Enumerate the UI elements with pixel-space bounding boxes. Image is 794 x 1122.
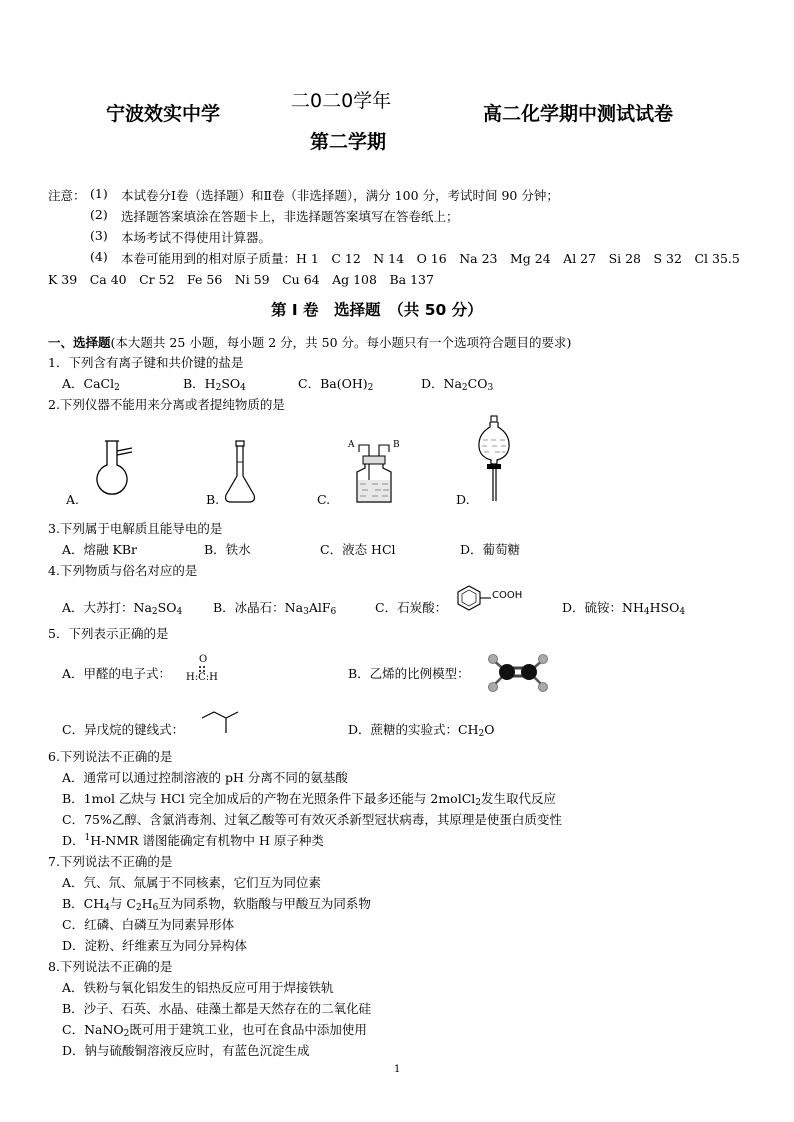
q7-option-c: C．红磷、白磷互为同素异形体 bbox=[62, 917, 235, 932]
separatory-funnel-icon bbox=[474, 414, 514, 504]
part-heading bbox=[48, 333, 571, 351]
question-7-stem: 7.下列说法不正确的是 bbox=[48, 854, 173, 869]
note-4: 本卷可能用到的相对原子质量：H 1 C 12 N 14 O 16 Na 23 Mg 24 Al 27 Si 28 S 32 Cl 35.5 bbox=[121, 251, 740, 266]
cooh-label: COOH bbox=[492, 590, 523, 601]
q4-option-c: C．石炭酸： bbox=[375, 600, 448, 615]
q2-option-d-label: D. bbox=[456, 492, 470, 507]
gas-washing-bottle-icon bbox=[345, 440, 405, 508]
term: 第二学期 bbox=[310, 131, 387, 153]
question-5-stem: 5．下列表示正确的是 bbox=[48, 626, 169, 641]
q8-option-c: C．NaNO$_2$既可用于建筑工业，也可在食品中添加使用 bbox=[62, 1022, 367, 1039]
bottle-label-b: B bbox=[393, 440, 400, 450]
notes-label: 注意： bbox=[48, 188, 86, 203]
q2-option-a-label: A. bbox=[66, 492, 80, 507]
q8-option-a: A．铁粉与氧化铝发生的铝热反应可用于焊接铁轨 bbox=[62, 980, 334, 995]
note-1-number: (1) bbox=[90, 186, 108, 201]
volumetric-flask-icon bbox=[220, 440, 260, 506]
q4-option-a: A．大苏打：$Na_2SO_4$ bbox=[62, 600, 183, 617]
q5-option-c: C．异戊烷的键线式： bbox=[62, 722, 185, 737]
part-description: (本大题共 25 小题，每小题 2 分，共 50 分。每小题只有一个选项符合题目的要求) bbox=[110, 335, 572, 350]
school-year: 二0二0学年 bbox=[291, 90, 392, 112]
note-4-number: (4) bbox=[90, 249, 108, 264]
note-4-continued: K 39 Ca 40 Cr 52 Fe 56 Ni 59 Cu 64 Ag 108 Ba 137 bbox=[48, 272, 434, 287]
q6-option-b: B．1mol 乙炔与 HCl 完全加成后的产物在光照条件下最多还能与 2molCl$_2$发生取代反应 bbox=[62, 791, 557, 808]
q7-option-a: A．氕、氘、氚属于不同核素，它们互为同位素 bbox=[62, 875, 322, 890]
q3-option-d: D．葡萄糖 bbox=[460, 542, 521, 557]
question-3-stem: 3.下列属于电解质且能导电的是 bbox=[48, 521, 223, 536]
part-label: 一、选择题 bbox=[48, 335, 111, 350]
q4-option-b: B．冰晶石：$Na_3AlF_6$ bbox=[213, 600, 337, 617]
q3-option-c: C．液态 HCl bbox=[320, 542, 396, 557]
q5-option-d: D．蔗糖的实验式：$CH_2O$ bbox=[348, 722, 495, 739]
question-4-stem: 4.下列物质与俗名对应的是 bbox=[48, 563, 198, 578]
q1-option-c: C．$Ba(OH)_2$ bbox=[298, 376, 374, 393]
q5-option-b: B．乙烯的比例模型： bbox=[348, 666, 470, 681]
section-title: 第 I 卷 选择题 （共 50 分） bbox=[271, 301, 483, 319]
q3-option-a: A．熔融 KBr bbox=[62, 542, 138, 557]
double-bond-dots-icon bbox=[196, 664, 210, 674]
q4-option-d: D．硫铵：$NH_4HSO_4$ bbox=[562, 600, 686, 617]
question-6-stem: 6.下列说法不正确的是 bbox=[48, 749, 173, 764]
bottle-label-a: A bbox=[348, 440, 355, 450]
formaldehyde-hch: H:C:H bbox=[186, 672, 218, 683]
note-2-number: (2) bbox=[90, 207, 108, 222]
isopentane-skeletal-formula-icon bbox=[200, 708, 246, 736]
note-3-number: (3) bbox=[90, 228, 108, 243]
question-8-stem: 8.下列说法不正确的是 bbox=[48, 959, 173, 974]
q1-option-d: D．$Na_2CO_3$ bbox=[421, 376, 494, 393]
question-2-stem: 2.下列仪器不能用来分离或者提纯物质的是 bbox=[48, 397, 285, 412]
distilling-flask-icon bbox=[80, 437, 140, 505]
note-2: 选择题答案填涂在答题卡上，非选择题答案填写在答卷纸上； bbox=[121, 209, 459, 224]
ethylene-space-filling-model-icon bbox=[485, 650, 551, 694]
q3-option-b: B．铁水 bbox=[204, 542, 251, 557]
q8-option-d: D．钠与硫酸铜溶液反应时，有蓝色沉淀生成 bbox=[62, 1043, 310, 1058]
school-name: 宁波效实中学 bbox=[106, 103, 221, 125]
question-1-stem: 1．下列含有离子键和共价键的盐是 bbox=[48, 355, 244, 370]
q7-option-d: D．淀粉、纤维素互为同分异构体 bbox=[62, 938, 248, 953]
q6-option-a: A．通常可以通过控制溶液的 pH 分离不同的氨基酸 bbox=[62, 770, 348, 785]
q1-option-a: A．CaCl$_2$ bbox=[62, 376, 120, 393]
note-1: 本试卷分Ⅰ卷（选择题）和Ⅱ卷（非选择题），满分 100 分，考试时间 90 分钟； bbox=[121, 188, 559, 203]
q2-option-c-label: C. bbox=[317, 492, 331, 507]
q8-option-b: B．沙子、石英、水晶、硅藻土都是天然存在的二氧化硅 bbox=[62, 1001, 372, 1016]
q6-option-c: C．75%乙醇、含氯消毒剂、过氧乙酸等可有效灭杀新型冠状病毒，其原理是使蛋白质变性 bbox=[62, 812, 562, 827]
q6-option-d: D．$^1$H-NMR 谱图能确定有机物中 H 原子种类 bbox=[62, 833, 324, 848]
q1-option-b: B．$H_2SO_4$ bbox=[183, 376, 246, 393]
q2-option-b-label: B. bbox=[206, 492, 220, 507]
page-number: 1 bbox=[394, 1064, 401, 1075]
exam-title: 高二化学期中测试试卷 bbox=[483, 103, 674, 125]
q7-option-b: B．$CH_4$与 $C_2H_6$互为同系物，软脂酸与甲酸互为同系物 bbox=[62, 896, 371, 913]
q5-option-a: A．甲醛的电子式： bbox=[62, 666, 172, 681]
note-3: 本场考试不得使用计算器。 bbox=[121, 230, 272, 245]
formaldehyde-o: O bbox=[199, 654, 208, 665]
